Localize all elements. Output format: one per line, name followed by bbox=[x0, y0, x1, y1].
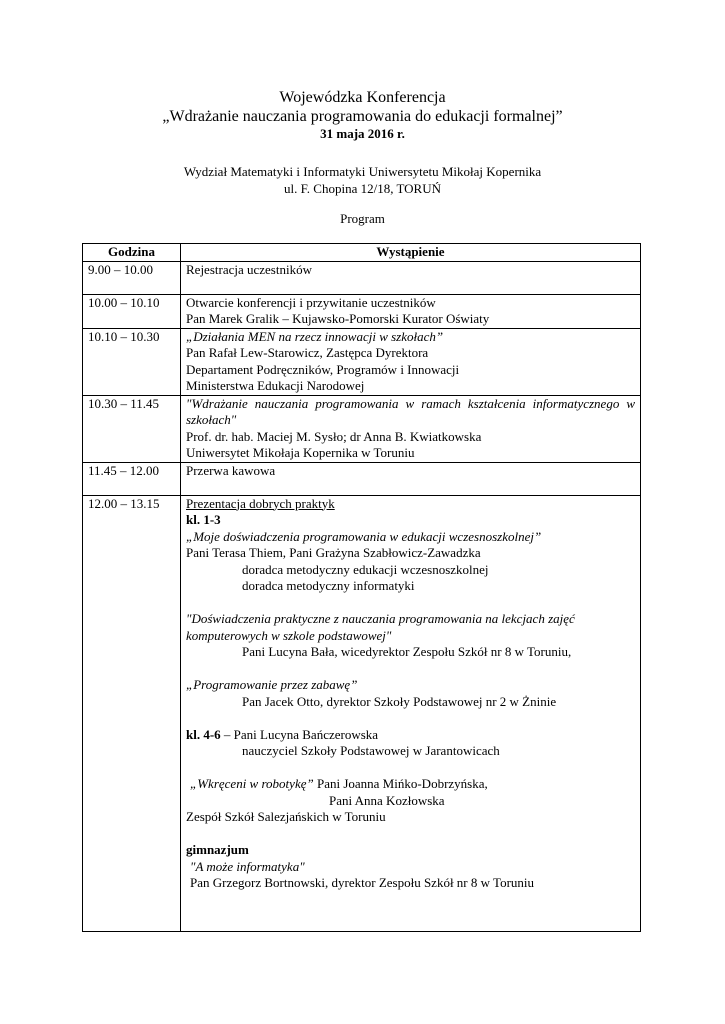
talk-line: Departament Podręczników, Programów i Innowacji bbox=[186, 361, 460, 377]
talk-line: Rejestracja uczestników bbox=[186, 261, 312, 277]
speaker-name: Pani Joanna Mińko-Dobrzyńska, bbox=[313, 776, 488, 791]
grade-label: kl. 4-6 bbox=[186, 726, 221, 742]
talk-line: Otwarcie konferencji i przywitanie uczestników bbox=[186, 294, 436, 310]
speaker-name: – Pani Lucyna Bańczerowska bbox=[220, 726, 379, 742]
talk-line: doradca metodyczny edukacji wczesnoszkolnej bbox=[242, 561, 489, 577]
talk-title: "Wdrażanie nauczania programowania w ramach kształcenia informatycznego w szkołach" bbox=[186, 395, 635, 427]
talk-title: „Wkręceni w robotykę” bbox=[190, 776, 314, 791]
time-cell: 9.00 – 10.00 bbox=[83, 261, 181, 294]
conference-date: 31 maja 2016 r. bbox=[320, 126, 405, 141]
program-table bbox=[82, 243, 641, 932]
time-cell: 11.45 – 12.00 bbox=[83, 462, 181, 495]
talk-cell bbox=[181, 495, 641, 931]
table-row bbox=[83, 495, 641, 931]
table-row bbox=[83, 462, 641, 495]
talk-title: „Programowanie przez zabawę” bbox=[186, 677, 358, 692]
table-row bbox=[83, 395, 641, 462]
table-row bbox=[83, 328, 641, 395]
talk-title: "Doświadczenia praktyczne z nauczania programowania na lekcjach zajęć komputerowych w szkole podstawowej" bbox=[186, 611, 575, 643]
grade-label: gimnazjum bbox=[186, 842, 249, 857]
time-cell: 10.00 – 10.10 bbox=[83, 294, 181, 328]
conference-address: ul. F. Chopina 12/18, TORUŃ bbox=[283, 181, 442, 196]
table-row bbox=[83, 261, 641, 294]
talk-line: Zespół Szkół Salezjańskich w Toruniu bbox=[186, 809, 386, 824]
talk-title: "A może informatyka" bbox=[190, 858, 305, 874]
talk-line bbox=[186, 776, 635, 793]
talk-line: Przerwa kawowa bbox=[186, 462, 276, 478]
column-header-talk: Wystąpienie bbox=[181, 244, 641, 262]
program-label: Program bbox=[340, 211, 385, 226]
talk-title: „Działania MEN na rzecz innowacji w szkołach” bbox=[186, 328, 444, 344]
talk-line: Pan Jacek Otto, dyrektor Szkoły Podstawowej nr 2 w Żninie bbox=[242, 693, 557, 709]
talk-line: Uniwersytet Mikołaja Kopernika w Toruniu bbox=[186, 445, 415, 460]
time-cell: 12.00 – 13.15 bbox=[83, 495, 181, 931]
talk-cell bbox=[181, 261, 641, 294]
table-header-row bbox=[83, 244, 641, 262]
talk-line: Pani Anna Kozłowska bbox=[329, 792, 445, 808]
talk-line: doradca metodyczny informatyki bbox=[242, 578, 415, 593]
time-cell: 10.10 – 10.30 bbox=[83, 328, 181, 395]
talk-line: nauczyciel Szkoły Podstawowej w Jarantowicach bbox=[242, 743, 500, 758]
table-row bbox=[83, 294, 641, 328]
talk-cell bbox=[181, 328, 641, 395]
conference-subtitle: „Wdrażanie nauczania programowania do edukacji formalnej” bbox=[162, 108, 563, 125]
talk-line: Pan Grzegorz Bortnowski, dyrektor Zespołu Szkół nr 8 w Toruniu bbox=[190, 875, 535, 890]
talk-line: Pani Lucyna Bała, wicedyrektor Zespołu Szkół nr 8 w Toruniu, bbox=[242, 644, 572, 659]
talk-line: Ministerstwa Edukacji Narodowej bbox=[186, 378, 365, 393]
talk-line: Pani Terasa Thiem, Pani Grażyna Szabłowicz-Zawadzka bbox=[186, 545, 481, 560]
talk-title: „Moje doświadczenia programowania w edukacji wczesnoszkolnej” bbox=[186, 528, 542, 544]
talk-line bbox=[186, 727, 635, 744]
talk-line: Pan Rafał Lew-Starowicz, Zastępca Dyrektora bbox=[186, 345, 429, 360]
section-heading: Prezentacja dobrych praktyk bbox=[186, 495, 335, 511]
conference-title: Wojewódzka Konferencja bbox=[279, 89, 446, 106]
conference-venue: Wydział Matematyki i Informatyki Uniwersytetu Mikołaj Kopernika bbox=[183, 164, 542, 179]
talk-cell bbox=[181, 395, 641, 462]
talk-line: Prof. dr. hab. Maciej M. Sysło; dr Anna B. Kwiatkowska bbox=[186, 428, 482, 444]
talk-cell bbox=[181, 462, 641, 495]
talk-cell bbox=[181, 294, 641, 328]
grade-label: kl. 1-3 bbox=[186, 512, 221, 527]
column-header-time: Godzina bbox=[83, 244, 181, 262]
time-cell: 10.30 – 11.45 bbox=[83, 395, 181, 462]
talk-line: Pan Marek Gralik – Kujawsko-Pomorski Kurator Oświaty bbox=[186, 311, 490, 326]
